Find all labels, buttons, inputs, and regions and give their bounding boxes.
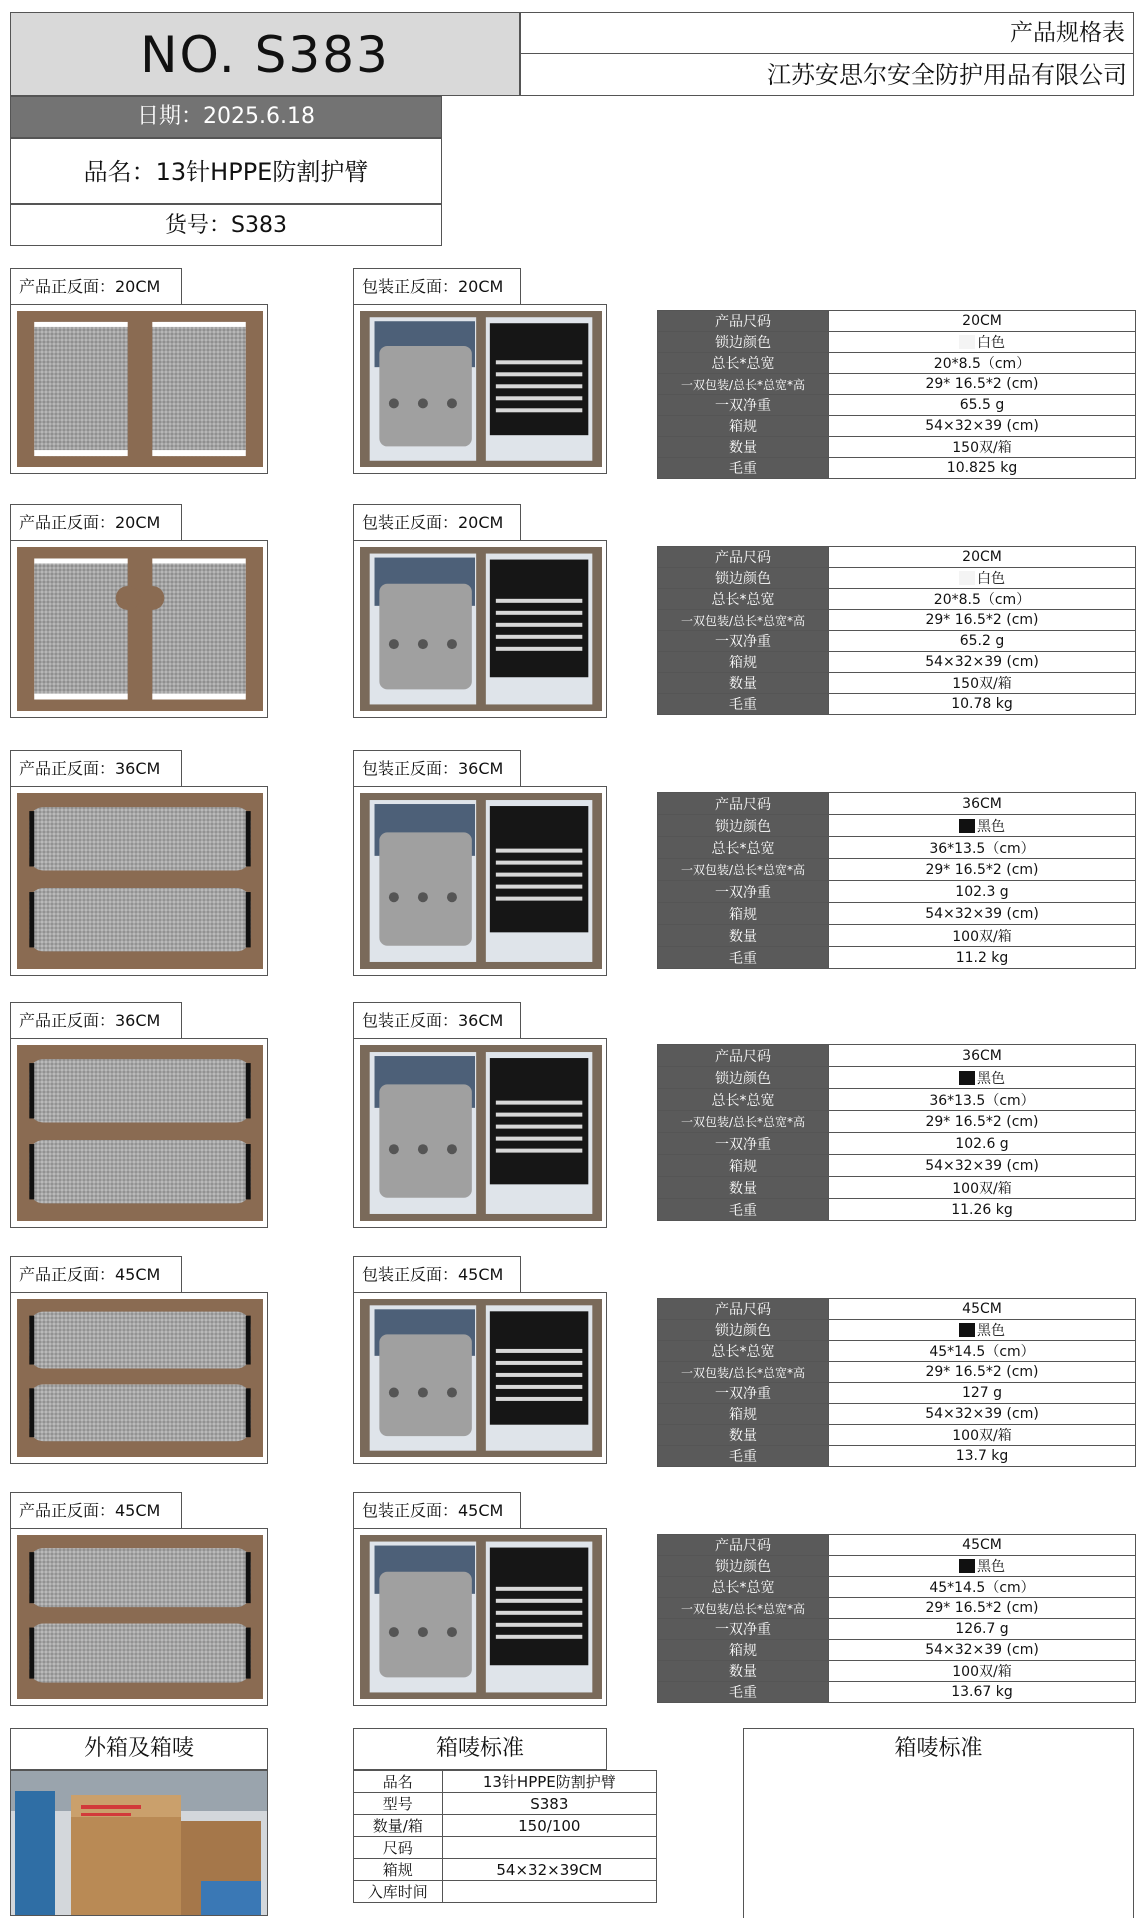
spec-key: 一双净重 [658,1619,829,1640]
spec-row [658,1155,1136,1177]
package-photo [353,540,607,718]
package-photo-label: 包装正反面：45CM [353,1256,521,1292]
spec-value-text: 54×32×39 (cm) [925,1406,1039,1422]
product-photo [10,304,268,474]
spec-key: 总长*总宽 [658,589,829,610]
product-photo [10,540,268,718]
spec-value [829,815,1136,837]
spec-value [829,547,1136,568]
spec-key: 总长*总宽 [658,1341,829,1362]
spec-key: 一双净重 [658,881,829,903]
spec-value [829,395,1136,416]
spec-row [658,925,1136,947]
product-photo-label: 产品正反面：20CM [10,504,182,540]
spec-row [658,793,1136,815]
package-photo-label: 包装正反面：20CM [353,268,521,304]
spec-row [658,1425,1136,1446]
spec-row [658,1177,1136,1199]
mark-row [354,1859,657,1881]
spec-value-text: 白色 [977,335,1005,351]
spec-row [658,374,1136,395]
mark-key: 品名 [354,1771,443,1793]
spec-value [829,1446,1136,1467]
spec-value [829,947,1136,969]
spec-value-text: 100双/箱 [952,1180,1012,1197]
spec-value [829,416,1136,437]
spec-row [658,458,1136,479]
spec-value-text: 13.7 kg [955,1448,1009,1464]
spec-key: 总长*总宽 [658,1089,829,1111]
spec-row [658,547,1136,568]
spec-value-text: 白色 [977,571,1005,587]
spec-value-text: 65.2 g [959,633,1005,649]
spec-key: 锁边颜色 [658,1067,829,1089]
spec-value [829,568,1136,589]
spec-key: 一双净重 [658,1133,829,1155]
spec-row [658,947,1136,969]
spec-row [658,610,1136,631]
spec-key: 一双包装/总长*总宽*高 [658,1362,829,1383]
spec-value [829,1299,1136,1320]
spec-value [829,1089,1136,1111]
spec-row [658,1619,1136,1640]
edge-color-swatch [959,1071,975,1085]
spec-table [657,1044,1136,1221]
spec-value-text: 20CM [962,549,1002,565]
spec-value [829,1404,1136,1425]
spec-key: 箱规 [658,652,829,673]
spec-key: 毛重 [658,694,829,715]
mark-standard-title: 箱唛标准 [353,1728,607,1770]
spec-value [829,1383,1136,1404]
spec-value-text: 黑色 [977,1323,1005,1339]
spec-value [829,1045,1136,1067]
spec-value [829,793,1136,815]
spec-row [658,416,1136,437]
spec-row [658,1089,1136,1111]
spec-value-text: 黑色 [977,1559,1005,1575]
spec-value-text: 150双/箱 [952,440,1012,456]
package-photo [353,786,607,976]
spec-key: 一双净重 [658,395,829,416]
spec-value-text: 20*8.5（cm） [933,592,1031,608]
mark-key: 箱规 [354,1859,443,1881]
spec-key: 一双包装/总长*总宽*高 [658,1598,829,1619]
spec-value-text: 102.6 g [955,1135,1009,1152]
spec-value-text: 29* 16.5*2 (cm) [925,612,1039,628]
spec-row [658,1661,1136,1682]
spec-value [829,1155,1136,1177]
spec-key: 一双包装/总长*总宽*高 [658,374,829,395]
spec-row [658,1446,1136,1467]
spec-value [829,1199,1136,1221]
spec-key: 一双包装/总长*总宽*高 [658,1111,829,1133]
company-name: 江苏安思尔安全防护用品有限公司 [520,54,1134,96]
spec-row [658,1299,1136,1320]
spec-value [829,1619,1136,1640]
spec-row [658,1682,1136,1703]
spec-row [658,1640,1136,1661]
spec-key: 毛重 [658,947,829,969]
spec-key: 产品尺码 [658,547,829,568]
product-photo [10,1528,268,1706]
spec-key: 总长*总宽 [658,837,829,859]
spec-row [658,353,1136,374]
mark-standard-right-area [743,1770,1134,1918]
spec-value-text: 45CM [962,1537,1002,1553]
spec-value-text: 150双/箱 [952,676,1012,692]
spec-key: 一双净重 [658,631,829,652]
sheet-title: 产品规格表 [520,12,1134,54]
product-photo [10,786,268,976]
spec-row [658,568,1136,589]
spec-value-text: 45*14.5（cm） [929,1344,1035,1360]
spec-value-text: 29* 16.5*2 (cm) [925,861,1039,878]
spec-key: 箱规 [658,1155,829,1177]
spec-key: 总长*总宽 [658,353,829,374]
spec-row [658,1045,1136,1067]
spec-value-text: 10.78 kg [951,696,1013,712]
product-photo [10,1038,268,1228]
spec-row [658,1404,1136,1425]
mark-value: S383 [442,1793,656,1815]
spec-value-text: 黑色 [977,818,1005,835]
spec-value-text: 54×32×39 (cm) [925,418,1039,434]
edge-color-swatch [959,335,975,349]
spec-value-text: 100双/箱 [952,1664,1012,1680]
edge-color-swatch [959,819,975,833]
spec-key: 产品尺码 [658,311,829,332]
mark-value: 54×32×39CM [442,1859,656,1881]
spec-value [829,332,1136,353]
spec-value-text: 36CM [962,795,1002,812]
edge-color-swatch [959,1559,975,1573]
mark-value: 150/100 [442,1815,656,1837]
spec-table [657,1534,1136,1703]
spec-value [829,631,1136,652]
spec-value-text: 100双/箱 [952,1428,1012,1444]
spec-row [658,1320,1136,1341]
product-photo-label: 产品正反面：20CM [10,268,182,304]
spec-value-text: 54×32×39 (cm) [925,1642,1039,1658]
spec-value [829,837,1136,859]
spec-value-text: 20CM [962,313,1002,329]
spec-value [829,694,1136,715]
spec-value [829,374,1136,395]
spec-key: 数量 [658,1177,829,1199]
spec-table [657,546,1136,715]
spec-value-text: 20*8.5（cm） [933,356,1031,372]
package-photo [353,1292,607,1464]
spec-value [829,1320,1136,1341]
edge-color-swatch [959,1323,975,1337]
spec-row [658,311,1136,332]
item-number: 货号：S383 [10,204,442,246]
spec-table [657,1298,1136,1467]
spec-value [829,1556,1136,1577]
spec-row [658,332,1136,353]
spec-value [829,1133,1136,1155]
spec-key: 锁边颜色 [658,1556,829,1577]
spec-key: 数量 [658,673,829,694]
outer-box-title: 外箱及箱唛 [10,1728,268,1770]
model-number: NO. S383 [10,12,520,96]
spec-value-text: 127 g [961,1385,1003,1401]
spec-value [829,1577,1136,1598]
spec-key: 箱规 [658,416,829,437]
spec-value-text: 65.5 g [959,397,1005,413]
spec-value [829,673,1136,694]
spec-row [658,1199,1136,1221]
spec-row [658,1556,1136,1577]
spec-value-text: 102.3 g [955,883,1009,900]
mark-row [354,1881,657,1903]
spec-value [829,881,1136,903]
package-photo-label: 包装正反面：45CM [353,1492,521,1528]
spec-value [829,1362,1136,1383]
product-photo-label: 产品正反面：36CM [10,750,182,786]
spec-value-text: 11.26 kg [951,1201,1013,1218]
spec-value [829,1425,1136,1446]
spec-row [658,694,1136,715]
spec-key: 数量 [658,1661,829,1682]
package-photo [353,1038,607,1228]
mark-key: 数量/箱 [354,1815,443,1837]
spec-value [829,311,1136,332]
mark-value [442,1881,656,1903]
mark-standard-table [353,1770,657,1903]
spec-value-text: 36CM [962,1047,1002,1064]
mark-value: 13针HPPE防割护臂 [442,1771,656,1793]
spec-row [658,1133,1136,1155]
spec-value-text: 10.825 kg [946,460,1018,476]
spec-value [829,1535,1136,1556]
spec-row [658,652,1136,673]
spec-value-text: 13.67 kg [951,1684,1013,1700]
spec-value [829,1341,1136,1362]
outer-box-photo [10,1770,268,1916]
spec-row [658,395,1136,416]
mark-key: 入库时间 [354,1881,443,1903]
spec-value [829,1067,1136,1089]
spec-value [829,925,1136,947]
spec-value-text: 36*13.5（cm） [929,1092,1035,1109]
spec-value-text: 100双/箱 [952,928,1012,945]
spec-value-text: 54×32×39 (cm) [925,654,1039,670]
package-photo [353,1528,607,1706]
spec-row [658,437,1136,458]
spec-row [658,1362,1136,1383]
spec-value-text: 45*14.5（cm） [929,1580,1035,1596]
spec-row [658,1111,1136,1133]
spec-key: 数量 [658,925,829,947]
spec-key: 毛重 [658,1199,829,1221]
spec-value-text: 29* 16.5*2 (cm) [925,1600,1039,1616]
spec-row [658,1341,1136,1362]
spec-value-text: 29* 16.5*2 (cm) [925,376,1039,392]
product-photo [10,1292,268,1464]
spec-row [658,631,1136,652]
spec-value-text: 45CM [962,1301,1002,1317]
carton-image [11,1771,268,1916]
spec-key: 锁边颜色 [658,332,829,353]
product-name: 品名：13针HPPE防割护臂 [10,138,442,204]
spec-key: 毛重 [658,1682,829,1703]
spec-value [829,859,1136,881]
spec-key: 毛重 [658,458,829,479]
spec-key: 一双包装/总长*总宽*高 [658,859,829,881]
product-photo-label: 产品正反面：36CM [10,1002,182,1038]
edge-color-swatch [959,571,975,585]
spec-value [829,652,1136,673]
mark-row [354,1771,657,1793]
date-label: 日期：2025.6.18 [10,96,442,138]
spec-key: 总长*总宽 [658,1577,829,1598]
spec-row [658,1598,1136,1619]
spec-row [658,1383,1136,1404]
spec-key: 产品尺码 [658,1045,829,1067]
product-photo-label: 产品正反面：45CM [10,1256,182,1292]
spec-key: 数量 [658,437,829,458]
spec-row [658,815,1136,837]
mark-standard-right-title: 箱唛标准 [743,1728,1134,1770]
spec-key: 锁边颜色 [658,815,829,837]
spec-row [658,589,1136,610]
spec-value [829,1682,1136,1703]
spec-value-text: 29* 16.5*2 (cm) [925,1113,1039,1130]
spec-value-text: 11.2 kg [955,949,1009,966]
package-photo-label: 包装正反面：20CM [353,504,521,540]
package-photo [353,304,607,474]
spec-row [658,837,1136,859]
spec-key: 箱规 [658,1404,829,1425]
spec-value [829,1177,1136,1199]
spec-key: 产品尺码 [658,793,829,815]
mark-value [442,1837,656,1859]
mark-row [354,1793,657,1815]
spec-value [829,903,1136,925]
spec-value [829,353,1136,374]
spec-value [829,610,1136,631]
spec-row [658,859,1136,881]
spec-key: 一双包装/总长*总宽*高 [658,610,829,631]
mark-key: 型号 [354,1793,443,1815]
spec-key: 箱规 [658,1640,829,1661]
spec-row [658,1535,1136,1556]
spec-key: 箱规 [658,903,829,925]
spec-key: 锁边颜色 [658,568,829,589]
spec-value-text: 36*13.5（cm） [929,840,1035,857]
spec-value-text: 54×32×39 (cm) [925,1157,1039,1174]
spec-value [829,458,1136,479]
spec-value-text: 29* 16.5*2 (cm) [925,1364,1039,1380]
spec-key: 数量 [658,1425,829,1446]
spec-row [658,1577,1136,1598]
spec-value [829,1598,1136,1619]
product-photo-label: 产品正反面：45CM [10,1492,182,1528]
spec-value-text: 126.7 g [955,1621,1009,1637]
mark-row [354,1837,657,1859]
mark-row [354,1815,657,1837]
spec-value-text: 54×32×39 (cm) [925,905,1039,922]
spec-key: 一双净重 [658,1383,829,1404]
mark-key: 尺码 [354,1837,443,1859]
spec-value [829,1111,1136,1133]
spec-table [657,310,1136,479]
package-photo-label: 包装正反面：36CM [353,1002,521,1038]
spec-key: 毛重 [658,1446,829,1467]
package-photo-label: 包装正反面：36CM [353,750,521,786]
spec-row [658,903,1136,925]
spec-value [829,437,1136,458]
spec-key: 产品尺码 [658,1535,829,1556]
spec-row [658,881,1136,903]
spec-value [829,1661,1136,1682]
spec-value-text: 黑色 [977,1070,1005,1087]
spec-key: 产品尺码 [658,1299,829,1320]
spec-row [658,1067,1136,1089]
spec-value [829,1640,1136,1661]
spec-row [658,673,1136,694]
spec-key: 锁边颜色 [658,1320,829,1341]
spec-table [657,792,1136,969]
spec-value [829,589,1136,610]
